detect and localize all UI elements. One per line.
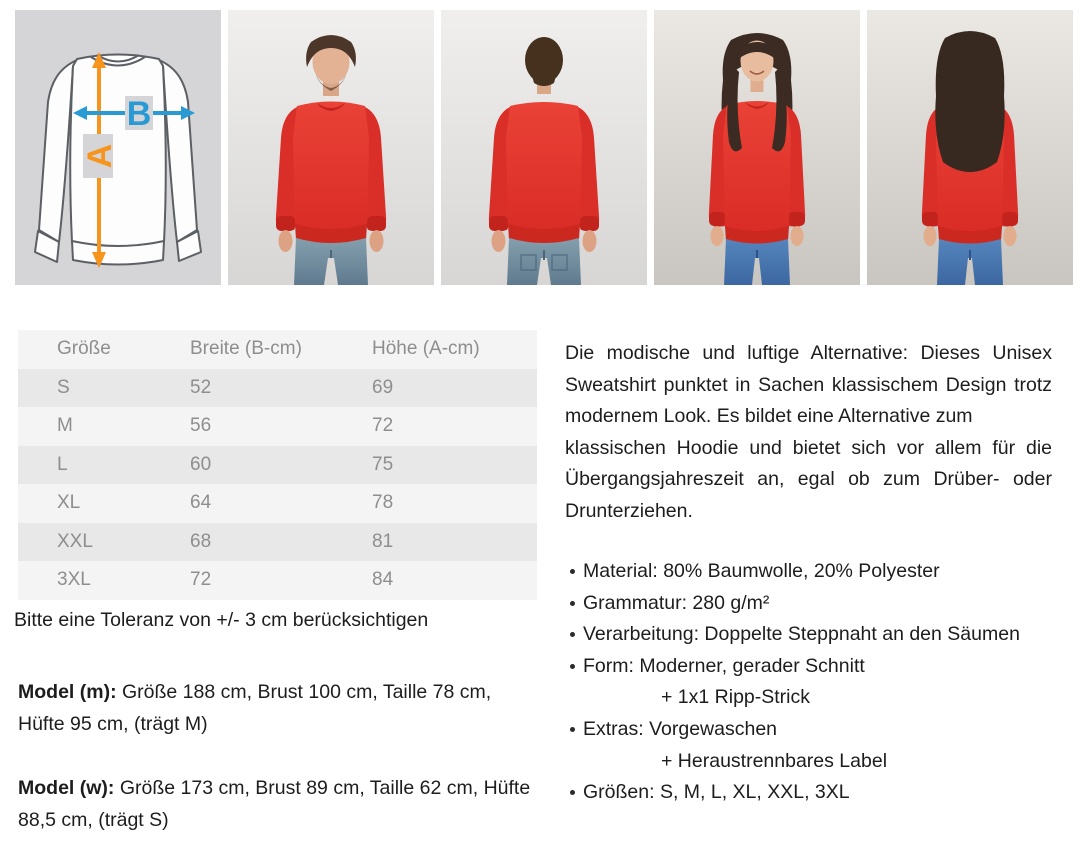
column-header-width: Breite (B-cm)	[190, 338, 302, 360]
model-w-label: Model (w):	[18, 777, 115, 799]
female-front-photo	[654, 10, 860, 285]
feature-verarbeitung: Verarbeitung: Doppelte Steppnaht an den Säumen	[565, 619, 1065, 651]
cell-size: S	[57, 376, 70, 398]
width-label-b: B	[126, 95, 152, 133]
model-m-text: Größe 188 cm, Brust 100 cm, Taille 78 cm, Hüfte 95 cm, (trägt M)	[18, 681, 492, 735]
table-row	[18, 523, 537, 562]
size-table-header	[18, 330, 537, 369]
cell-size: XXL	[57, 530, 93, 552]
photo-male-back[interactable]	[441, 10, 647, 285]
photo-male-front[interactable]	[228, 10, 434, 285]
sweatshirt-measurement-diagram	[15, 10, 221, 285]
table-row	[18, 369, 537, 408]
cell-size: M	[57, 415, 73, 437]
description-part-2: klassischen Hoodie und bietet sich vor allem für die Übergangsjahreszeit an, egal ob zum Drüber- oder Drunterziehen.	[565, 436, 1052, 522]
table-row	[18, 407, 537, 446]
column-header-size: Größe	[57, 338, 111, 360]
photo-female-front[interactable]	[654, 10, 860, 285]
feature-groessen: Größen: S, M, L, XL, XXL, 3XL	[565, 777, 1065, 809]
male-front-photo	[228, 10, 434, 285]
female-back-photo	[867, 10, 1073, 285]
model-w-info	[18, 772, 543, 836]
model-m-info	[18, 676, 543, 740]
cell-width: 56	[190, 415, 212, 437]
male-back-photo	[441, 10, 647, 285]
cell-width: 52	[190, 376, 212, 398]
feature-form: Form: Moderner, gerader Schnitt	[565, 651, 1065, 683]
cell-height: 72	[372, 415, 394, 437]
cell-size: XL	[57, 492, 81, 514]
cell-height: 78	[372, 492, 394, 514]
bullet-icon	[570, 790, 575, 795]
tolerance-note: Bitte eine Toleranz von +/- 3 cm berücksichtigen	[14, 609, 429, 631]
height-label-a: A	[81, 143, 119, 169]
product-description	[565, 338, 1052, 527]
size-diagram-image[interactable]	[15, 10, 221, 285]
table-row	[18, 484, 537, 523]
photo-female-back[interactable]	[867, 10, 1073, 285]
feature-list	[565, 556, 1065, 809]
size-table	[18, 330, 537, 600]
model-w-text: Größe 173 cm, Brust 89 cm, Taille 62 cm, Hüfte 88,5 cm, (trägt S)	[18, 777, 531, 831]
feature-grammatur: Grammatur: 280 g/m²	[565, 588, 1065, 620]
cell-height: 81	[372, 530, 394, 552]
cell-height: 75	[372, 453, 394, 475]
feature-extras-cont: + Heraustrennbares Label	[661, 749, 888, 772]
bullet-icon	[570, 569, 575, 574]
model-m-label: Model (m):	[18, 681, 117, 703]
feature-material: Material: 80% Baumwolle, 20% Polyester	[565, 556, 1065, 588]
column-header-height: Höhe (A-cm)	[372, 338, 480, 360]
table-row	[18, 561, 537, 600]
bullet-icon	[570, 632, 575, 637]
cell-width: 68	[190, 530, 212, 552]
feature-extras: Extras: Vorgewaschen	[565, 714, 1065, 746]
cell-width: 64	[190, 492, 212, 514]
feature-form-cont: + 1x1 Ripp-Strick	[661, 686, 811, 709]
cell-size: L	[57, 453, 68, 475]
bullet-icon	[570, 601, 575, 606]
cell-width: 72	[190, 569, 212, 591]
cell-width: 60	[190, 453, 212, 475]
cell-height: 84	[372, 569, 394, 591]
bullet-icon	[570, 727, 575, 732]
description-part-1: Die modische und luftige Alternative: Dieses Unisex Sweatshirt punktet in Sachen klassischem Design trotz modernem Look. Es bildet eine Alternative zum	[565, 342, 1052, 427]
cell-height: 69	[372, 376, 394, 398]
cell-size: 3XL	[57, 569, 91, 591]
bullet-icon	[570, 664, 575, 669]
table-row	[18, 446, 537, 485]
